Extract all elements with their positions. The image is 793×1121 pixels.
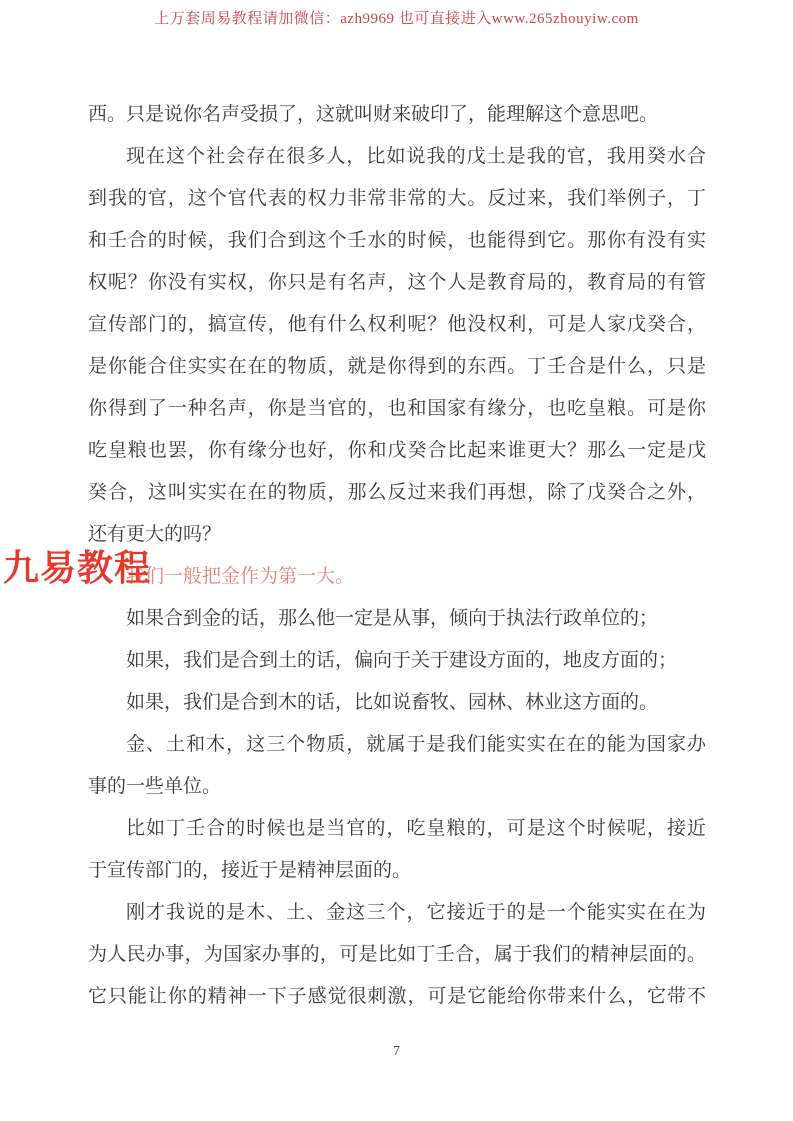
text-line: 为人民办事，为国家办事的，可是比如丁壬合，属于我们的精神层面的。 <box>88 944 706 965</box>
text-line: 你得到了一种名声，你是当官的，也和国家有缘分，也吃皇粮。可是你 <box>88 398 706 419</box>
text-line: 刚才我说的是木、土、金这三个，它接近于的是一个能实实在在为 <box>126 902 706 923</box>
watermark-text: 九易教程 <box>3 547 152 588</box>
text-line: 宣传部门的，搞宣传，他有什么权利呢？他没权利，可是人家戊癸合， <box>88 314 706 335</box>
text-line: 癸合，这叫实实在在的物质，那么反过来我们再想，除了戊癸合之外， <box>88 482 706 503</box>
text-line: 如果合到金的话，那么他一定是从事，倾向于执法行政单位的； <box>126 608 659 629</box>
text-line: 事的一些单位。 <box>88 776 222 797</box>
text-line: 西。只是说你名声受损了，这就叫财来破印了，能理解这个意思吧。 <box>88 104 659 125</box>
text-line: 金、土和木，这三个物质，就属于是我们能实实在在的能为国家办 <box>126 734 706 755</box>
promo-header-text: 上万套周易教程请加微信：azh9969 也可直接进入www.265zhouyiw.com <box>154 11 639 27</box>
text-line: 它只能让你的精神一下子感觉很刺激，可是它能给你带来什么，它带不 <box>88 986 706 1007</box>
text-line: 比如丁壬合的时候也是当官的，吃皇粮的，可是这个时候呢，接近 <box>126 818 706 839</box>
text-line: 于宣传部门的，接近于是精神层面的。 <box>88 860 412 881</box>
document-body <box>88 94 706 1018</box>
text-line: 和壬合的时候，我们合到这个壬水的时候，也能得到它。那你有没有实 <box>88 230 706 251</box>
page-number: 7 <box>393 1044 400 1059</box>
text-line: 现在这个社会存在很多人，比如说我的戊土是我的官，我用癸水合 <box>126 146 706 167</box>
text-line: 如果，我们是合到木的话，比如说畜牧、园林、林业这方面的。 <box>126 692 659 713</box>
text-line: 权呢？你没有实权，你只是有名声，这个人是教育局的，教育局的有管 <box>88 272 706 293</box>
text-line: 还有更大的吗？ <box>88 524 222 545</box>
highlight-line: 我们一般把金作为第一大。 <box>126 566 355 587</box>
text-line: 到我的官，这个官代表的权力非常非常的大。反过来，我们举例子，丁 <box>88 188 706 209</box>
text-line: 如果，我们是合到土的话，偏向于关于建设方面的，地皮方面的； <box>126 650 678 671</box>
text-line: 是你能合住实实在在的物质，就是你得到的东西。丁壬合是什么，只是 <box>88 356 706 377</box>
text-line: 吃皇粮也罢，你有缘分也好，你和戊癸合比起来谁更大？那么一定是戊 <box>88 440 706 461</box>
